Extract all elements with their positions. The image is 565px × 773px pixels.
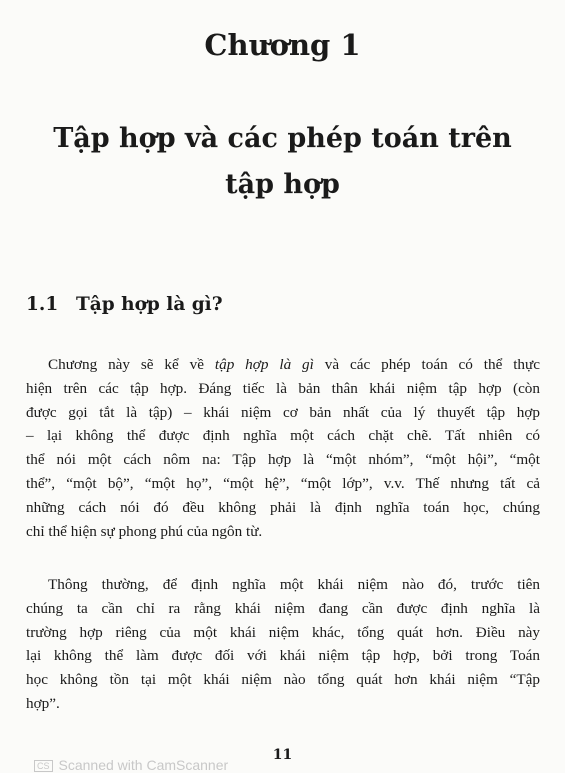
paragraph-line: thể”, “một bộ”, “một họ”, “một hệ”, “một lớp”, v.v. Thế nhưng tất cả — [26, 474, 540, 492]
paragraph-line: chỉ thể hiện sự phong phú của ngôn từ. — [26, 522, 263, 540]
camscanner-logo-icon: CS — [34, 760, 53, 772]
scanner-watermark — [34, 757, 228, 773]
paragraph-line: trường hợp riêng của một khái niệm khác, tổng quát hơn. Điều này — [26, 623, 540, 641]
paragraph-line: lại không thể làm được đối với khái niệm tập hợp, bởi trong Toán — [26, 647, 540, 665]
paragraph-2 — [26, 573, 540, 716]
section-title: Tập hợp là gì? — [76, 294, 223, 315]
section-number: 1.1 — [26, 294, 59, 315]
paragraph-1 — [26, 353, 540, 543]
emphasis-text: tập hợp là gì — [214, 356, 314, 373]
chapter-title-line-1: Tập hợp và các phép toán trên — [53, 123, 512, 154]
paragraph-line: hiện trên các tập hợp. Đáng tiếc là bản thân khái niệm tập hợp (còn — [26, 379, 540, 397]
chapter-title — [20, 116, 545, 208]
text-run: và các phép toán có thể thực — [313, 356, 540, 373]
paragraph-line — [26, 353, 540, 377]
paragraph-line: – lại không thể được định nghĩa một cách chặt chẽ. Tất nhiên có — [26, 427, 540, 445]
paragraph-line: học không tồn tại một khái niệm nào tổng quát hơn khái niệm “Tập — [26, 671, 540, 689]
paragraph-line: hợp”. — [26, 694, 60, 712]
watermark-text: Scanned with CamScanner — [58, 757, 229, 773]
text-run: Chương này sẽ kể về — [48, 356, 215, 373]
chapter-title-line-2: tập hợp — [225, 169, 340, 200]
chapter-heading: Chương 1 — [204, 28, 361, 62]
paragraph-line: được gọi tắt là tập) – khái niệm cơ bản nhất của lý thuyết tập hợp — [26, 403, 540, 421]
section-heading — [26, 294, 546, 315]
paragraph-line: thể nói một cách nôm na: Tập hợp là “một nhóm”, “một hội”, “một — [26, 451, 540, 469]
paragraph-line: Thông thường, để định nghĩa một khái niệm nào đó, trước tiên — [48, 576, 540, 593]
paragraph-line: chúng ta cần chỉ ra rằng khái niệm đang cần được định nghĩa là — [26, 599, 540, 617]
page-number: 11 — [272, 747, 293, 763]
paragraph-line: những cách nói đó đều không phải là định nghĩa toán học, chúng — [26, 498, 540, 516]
